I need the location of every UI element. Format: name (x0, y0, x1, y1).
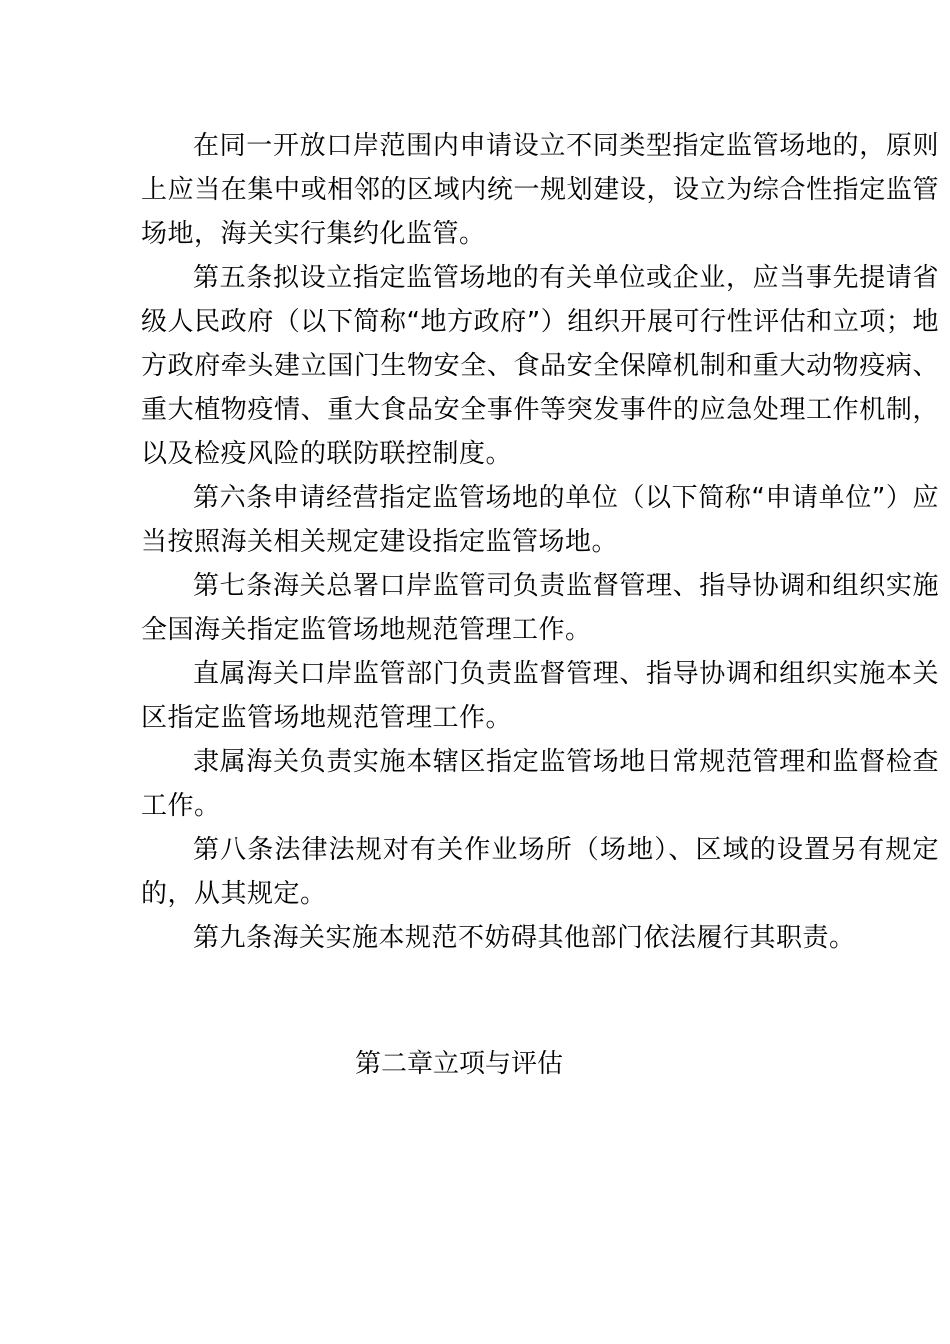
paragraph-article-9: 第九条海关实施本规范不妨碍其他部门依法履行其职责。 (193, 923, 856, 953)
chapter-heading: 第二章立项与评估 (354, 1049, 563, 1079)
paragraph-article-8: 第八条法律法规对有关作业场所（场地）、区域的设置另有规定的，从其规定。 (141, 835, 939, 909)
paragraph-article-6: 第六条申请经营指定监管场地的单位（以下简称“申请单位”）应当按照海关相关规定建设指定监管场地。 (141, 483, 939, 557)
paragraph-direct-customs: 直属海关口岸监管部门负责监督管理、指导协调和组织实施本关区指定监管场地规范管理工作。 (141, 659, 939, 733)
paragraph-intensive-supervision: 在同一开放口岸范围内申请设立不同类型指定监管场地的，原则上应当在集中或相邻的区域内统一规划建设，设立为综合性指定监管场地，海关实行集约化监管。 (141, 131, 939, 249)
document-body (141, 124, 939, 960)
paragraph-article-5: 第五条拟设立指定监管场地的有关单位或企业，应当事先提请省级人民政府（以下简称“地方政府”）组织开展可行性评估和立项；地方政府牵头建立国门生物安全、食品安全保障机制和重大动物疫病、重大植物疫情、重大食品安全事件等突发事件的应急处理工作机制，以及检疫风险的联防联控制度。 (141, 263, 939, 469)
paragraph-subordinate-customs: 隶属海关负责实施本辖区指定监管场地日常规范管理和监督检查工作。 (141, 747, 939, 821)
paragraph-article-7: 第七条海关总署口岸监管司负责监督管理、指导协调和组织实施全国海关指定监管场地规范管理工作。 (141, 571, 939, 645)
